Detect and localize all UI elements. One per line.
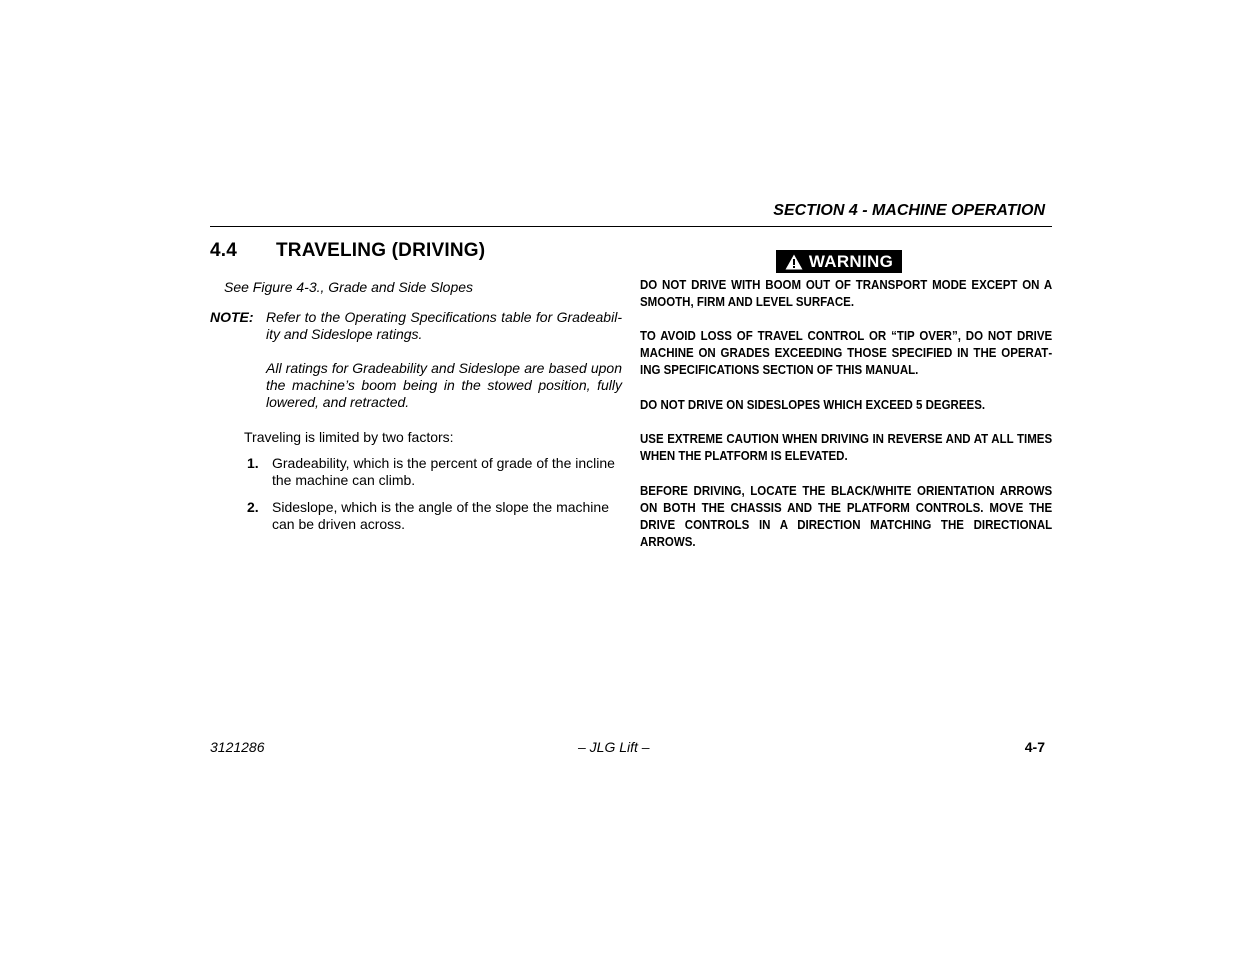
section-title: TRAVELING (DRIVING): [276, 240, 486, 261]
warning-paragraph: DO NOT DRIVE WITH BOOM OUT OF TRANSPORT MODE EXCEPT ON A SMOOTH, FIRM AND LEVEL SURFACE.: [640, 278, 1053, 309]
page-number: 4-7: [1024, 739, 1045, 755]
warning-badge: [776, 250, 902, 273]
note-label: NOTE:: [210, 309, 254, 325]
header-divider: [210, 226, 1052, 227]
note-paragraph: Refer to the Operating Specifications table for Gradeability and Sideslope ratings.: [266, 309, 622, 342]
footer-doc-number: 3121286: [210, 739, 265, 755]
list-item-number: 1.: [247, 455, 259, 471]
warning-paragraph: TO AVOID LOSS OF TRAVEL CONTROL OR “TIP OVER”, DO NOT DRIVE MACHINE ON GRADES EXCEEDING THOSE SPECIFIED IN THE OPERATING SPECIFICATIONS SECTION OF THIS MANUAL.: [640, 329, 1053, 377]
intro-text: Traveling is limited by two factors:: [244, 429, 454, 445]
figure-reference: See Figure 4-3., Grade and Side Slopes: [224, 279, 474, 295]
list-item-number: 2.: [247, 499, 259, 515]
warning-paragraph: USE EXTREME CAUTION WHEN DRIVING IN REVERSE AND AT ALL TIMES WHEN THE PLATFORM IS ELEVATED.: [640, 432, 1053, 463]
note-paragraph: All ratings for Gradeability and Sideslope are based upon the machine’s boom being in the stowed position, fully lowered, and retracted.: [266, 360, 622, 410]
list-item-text: Gradeability, which is the percent of grade of the incline the machine can climb.: [272, 455, 615, 488]
footer-center-text: – JLG Lift –: [578, 739, 650, 755]
section-heading: [210, 240, 485, 262]
warning-paragraph: DO NOT DRIVE ON SIDESLOPES WHICH EXCEED 5 DEGREES.: [640, 398, 986, 412]
section-number: 4.4: [210, 240, 238, 261]
section-header-title: SECTION 4 - MACHINE OPERATION: [773, 202, 1045, 219]
list-item-text: Sideslope, which is the angle of the slope the machine can be driven across.: [272, 499, 609, 532]
warning-triangle-icon: [785, 254, 803, 270]
warning-paragraph: BEFORE DRIVING, LOCATE THE BLACK/WHITE ORIENTATION ARROWS ON BOTH THE CHASSIS AND THE PLATFORM CONTROLS. MOVE THE DRIVE CONTROLS IN A DIRECTION MATCHING THE DIRECTIONAL ARROWS.: [640, 484, 1053, 549]
warning-label: WARNING: [808, 251, 894, 271]
